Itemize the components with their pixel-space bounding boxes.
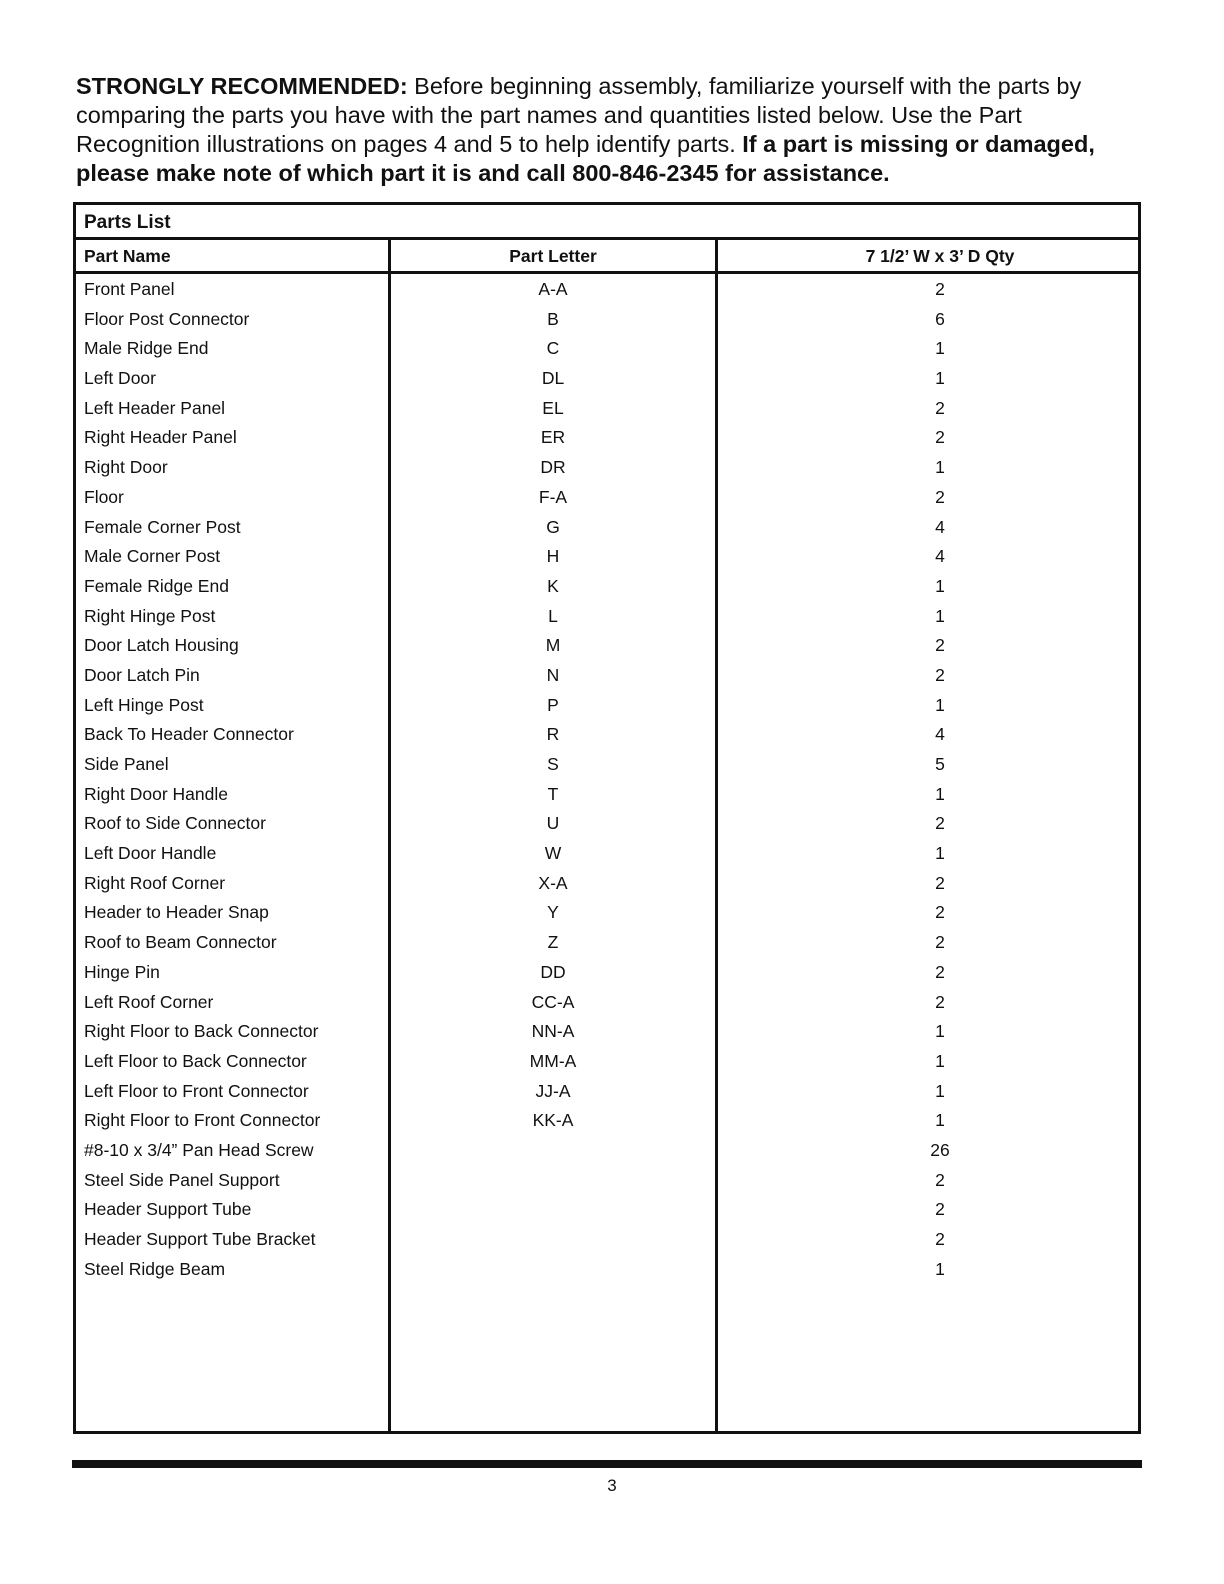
part-letter-cell: JJ-A [535, 1080, 571, 1101]
part-letter-cell: DD [540, 961, 566, 982]
part-name-cell: Female Ridge End [84, 575, 229, 596]
quantity-cell: 1 [935, 575, 945, 596]
table-row [76, 897, 1138, 927]
quantity-cell: 2 [935, 932, 945, 953]
table-row [76, 452, 1138, 482]
part-name-cell: Left Roof Corner [84, 991, 214, 1012]
table-row [76, 779, 1138, 809]
table-row [76, 660, 1138, 690]
table-row [76, 512, 1138, 542]
part-letter-cell: Z [547, 932, 559, 953]
part-name-cell: Left Header Panel [84, 397, 226, 418]
part-name-cell: Floor [84, 486, 124, 507]
table-row [76, 868, 1138, 898]
part-name-cell: Male Ridge End [84, 338, 209, 359]
part-name-cell: Header Support Tube [84, 1199, 252, 1220]
intro-body: Before beginning assembly, familiarize yourself with the parts by comparing the parts you have with the part names and quantities listed below. Use the Part Recognition illustrations on pages 4 and 5 to help identify parts. [76, 73, 1082, 157]
header-quantity: 7 1/2’ W x 3’ D Qty [865, 246, 1015, 266]
intro-paragraph [76, 72, 1146, 188]
part-name-cell: Door Latch Housing [84, 635, 239, 656]
table-row [76, 571, 1138, 601]
part-letter-cell: X-A [538, 872, 568, 893]
part-letter-cell: NN-A [531, 1021, 575, 1042]
part-name-cell: Steel Ridge Beam [84, 1258, 226, 1279]
quantity-cell: 1 [935, 605, 945, 626]
part-name-cell: Hinge Pin [84, 961, 160, 982]
part-name-cell: Floor Post Connector [84, 308, 250, 329]
part-name-cell: Right Door [84, 457, 168, 478]
table-row [76, 601, 1138, 631]
part-name-cell: Header Support Tube Bracket [84, 1229, 316, 1249]
part-name-cell: Roof to Side Connector [84, 813, 266, 834]
part-letter-cell: CC-A [531, 991, 575, 1012]
part-letter-cell: DR [540, 457, 566, 478]
quantity-cell: 4 [935, 516, 945, 537]
part-name-cell: Roof to Beam Connector [84, 932, 277, 953]
table-row [76, 690, 1138, 720]
table-row [76, 749, 1138, 779]
table-title: Parts List [76, 205, 1138, 240]
quantity-cell: 2 [935, 427, 945, 448]
table-row [76, 1254, 1138, 1284]
part-name-cell: Header to Header Snap [84, 902, 269, 923]
quantity-cell: 2 [935, 813, 945, 834]
table-row [76, 987, 1138, 1017]
part-name-cell: Left Hinge Post [84, 694, 204, 715]
part-name-cell: Left Door [84, 368, 156, 389]
part-letter-cell: U [546, 813, 560, 834]
quantity-cell: 2 [935, 279, 945, 299]
quantity-cell: 1 [935, 338, 945, 359]
part-name-cell: Side Panel [84, 754, 169, 774]
table-row [76, 1076, 1138, 1106]
part-name-cell: Right Hinge Post [84, 605, 216, 626]
part-letter-cell: L [548, 605, 558, 626]
quantity-cell: 6 [935, 308, 945, 329]
part-letter-cell: Y [547, 902, 559, 923]
part-name-cell: #8-10 x 3/4” Pan Head Screw [84, 1139, 314, 1160]
footer-rule [72, 1460, 1142, 1468]
part-letter-cell: W [544, 843, 562, 864]
table-row [76, 1165, 1138, 1195]
quantity-cell: 2 [935, 664, 945, 685]
table-row [76, 927, 1138, 957]
part-letter-cell: B [547, 308, 559, 329]
part-name-cell: Left Floor to Front Connector [84, 1080, 309, 1101]
part-name-cell: Steel Side Panel Support [84, 1169, 280, 1190]
part-letter-cell: F-A [538, 486, 568, 507]
part-letter-cell: N [546, 664, 560, 685]
part-name-cell: Door Latch Pin [84, 664, 200, 685]
quantity-cell: 2 [935, 1199, 945, 1220]
part-letter-cell: T [547, 783, 559, 804]
header-part-name: Part Name [84, 246, 171, 266]
table-row [76, 957, 1138, 987]
part-letter-cell: DL [541, 368, 565, 389]
table-row [76, 1046, 1138, 1076]
quantity-cell: 1 [935, 843, 945, 864]
quantity-cell: 5 [935, 754, 945, 774]
quantity-cell: 2 [935, 961, 945, 982]
quantity-cell: 1 [935, 1021, 945, 1042]
part-letter-cell: A-A [538, 279, 568, 299]
part-letter-cell: H [546, 546, 560, 567]
part-letter-cell: C [546, 338, 560, 359]
table-row [76, 422, 1138, 452]
table-row [76, 393, 1138, 423]
part-letter-cell: P [547, 694, 559, 715]
table-row [76, 630, 1138, 660]
part-letter-cell: MM-A [529, 1050, 577, 1071]
part-letter-cell: G [546, 516, 560, 537]
intro-lead: STRONGLY RECOMMENDED: [76, 73, 408, 99]
quantity-cell: 1 [935, 1050, 945, 1071]
part-letter-cell: M [545, 635, 561, 656]
part-name-cell: Right Roof Corner [84, 872, 226, 893]
page-number: 3 [607, 1476, 617, 1495]
quantity-cell: 1 [935, 1258, 945, 1279]
part-name-cell: Left Door Handle [84, 843, 217, 864]
table-row [76, 808, 1138, 838]
intro-assistance-note: If a part is missing or damaged, please make note of which part it is and call 800-846-2345 for assistance. [76, 131, 1095, 186]
quantity-cell: 2 [935, 397, 945, 418]
quantity-cell: 2 [935, 486, 945, 507]
table-row [76, 838, 1138, 868]
part-name-cell: Left Floor to Back Connector [84, 1050, 307, 1071]
table-body [76, 274, 1138, 1283]
part-name-cell: Right Header Panel [84, 427, 237, 448]
part-name-cell: Front Panel [84, 279, 175, 299]
table-row [76, 541, 1138, 571]
table-row [76, 274, 1138, 304]
quantity-cell: 2 [935, 635, 945, 656]
quantity-cell: 2 [935, 872, 945, 893]
quantity-cell: 1 [935, 1110, 945, 1131]
part-name-cell: Right Door Handle [84, 783, 228, 804]
part-letter-cell: R [546, 724, 560, 745]
table-row [76, 719, 1138, 749]
quantity-cell: 4 [935, 724, 945, 745]
quantity-cell: 1 [935, 1080, 945, 1101]
table-row [76, 1016, 1138, 1046]
part-letter-cell: EL [542, 397, 564, 418]
table-row [76, 333, 1138, 363]
quantity-cell: 1 [935, 783, 945, 804]
parts-list-table [73, 202, 1141, 1434]
table-row [76, 363, 1138, 393]
quantity-cell: 2 [935, 1169, 945, 1190]
part-name-cell: Male Corner Post [84, 546, 221, 567]
part-letter-cell: S [547, 754, 559, 774]
quantity-cell: 1 [935, 457, 945, 478]
quantity-cell: 4 [935, 546, 945, 567]
quantity-cell: 1 [935, 694, 945, 715]
part-name-cell: Female Corner Post [84, 516, 241, 537]
table-row [76, 1194, 1138, 1224]
quantity-cell: 2 [935, 991, 945, 1012]
quantity-cell: 2 [935, 902, 945, 923]
part-letter-cell: KK-A [532, 1110, 574, 1131]
quantity-cell: 2 [935, 1229, 945, 1249]
table-row [76, 482, 1138, 512]
part-name-cell: Right Floor to Front Connector [84, 1110, 321, 1131]
table-row [76, 1224, 1138, 1254]
part-name-cell: Right Floor to Back Connector [84, 1021, 319, 1042]
quantity-cell: 1 [935, 368, 945, 389]
part-letter-cell: ER [540, 427, 566, 448]
header-part-letter: Part Letter [509, 246, 597, 266]
table-row [76, 1105, 1138, 1135]
part-name-cell: Back To Header Connector [84, 724, 294, 745]
quantity-cell: 26 [930, 1139, 950, 1160]
table-header-row [76, 240, 1138, 274]
table-row [76, 1135, 1138, 1165]
part-letter-cell: K [547, 575, 559, 596]
table-row [76, 304, 1138, 334]
